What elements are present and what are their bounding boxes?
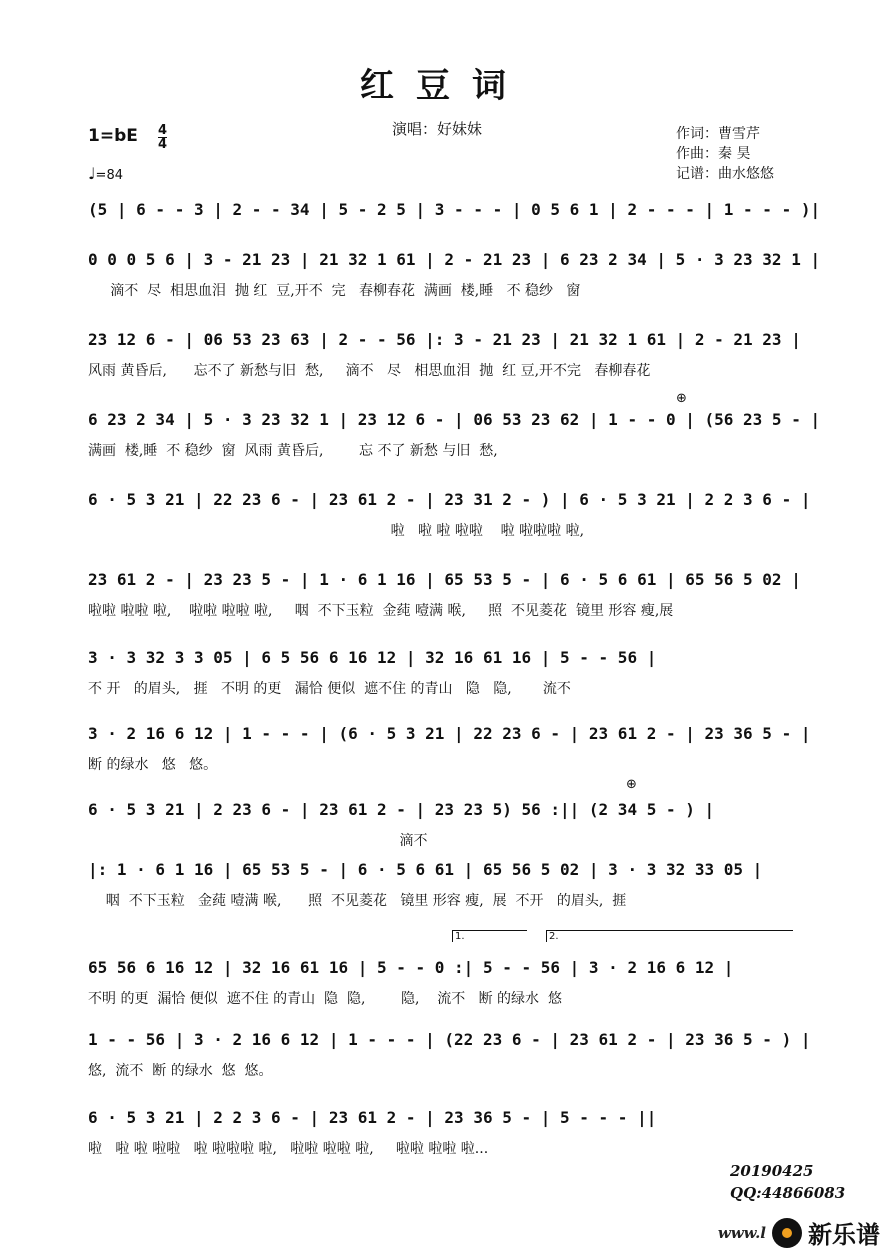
key-signature: 1=bE [88,126,138,146]
coda-icon: ⊕ [676,391,687,406]
lyric-row: 不 开 的眉头, 捱 不明 的更 漏恰 便似 遮不住 的青山 隐 隐, 流不 [88,681,571,697]
second-ending-bracket: 2. [546,930,793,942]
notation-row: 3 · 2 16 6 12 | 1 - - - | (6 · 5 3 21 | 22 23 6 - | 23 61 2 - | 23 36 5 - | [88,724,811,743]
lyric-row: 风雨 黄昏后, 忘不了 新愁与旧 愁, 滴不 尽 相思血泪 抛 红 豆,开不完 春柳春花 [88,363,651,379]
quarter-note-icon: ♩ [88,164,96,183]
credits-block [676,124,774,184]
lyric-row: 咽 不下玉粒 金莼 噎满 喉, 照 不见菱花 镜里 形容 瘦, 展 不开 的眉头, 捱 [88,893,627,909]
notation-row: 0 0 0 5 6 | 3 - 21 23 | 21 32 1 61 | 2 - 21 23 | 6 23 2 34 | 5 · 3 23 32 1 | [88,250,821,269]
notation-row: 6 23 2 34 | 5 · 3 23 32 1 | 23 12 6 - | 06 53 23 62 | 1 - - 0 | (56 23 5 - | [88,410,821,429]
date-stamp: 20190425 [730,1162,814,1180]
qq-contact: QQ:44866083 [730,1184,846,1202]
lyric-row: 滴不 尽 相思血泪 抛 红 豆,开不 完 春柳春花 满画 楼,睡 不 稳纱 窗 [88,283,581,299]
transcriber-credit: 记谱：曲水悠悠 [676,166,774,182]
notation-row: 1 - - 56 | 3 · 2 16 6 12 | 1 - - - | (22 23 6 - | 23 61 2 - | 23 36 5 - ) | [88,1030,811,1049]
site-logo [718,1215,880,1250]
composer-credit: 作曲：秦 昊 [676,146,751,162]
notation-row: 6 · 5 3 21 | 2 23 6 - | 23 61 2 - | 23 23 5) 56 :|| (2 34 5 - ) | [88,800,715,819]
song-title: 红豆词 [360,66,528,106]
notation-row: 23 61 2 - | 23 23 5 - | 1 · 6 1 16 | 65 53 5 - | 6 · 5 6 61 | 65 56 5 02 | [88,570,801,589]
notation-row: 3 · 3 32 3 3 05 | 6 5 56 6 16 12 | 32 16 61 16 | 5 - - 56 | [88,648,657,667]
singer-credit: 演唱：好妹妹 [392,120,483,138]
lyric-row: 啦 啦 啦 啦啦 啦 啦啦啦 啦, 啦啦 啦啦 啦, 啦啦 啦啦 啦... [88,1141,489,1157]
time-signature [158,124,167,151]
lyric-row: 啦啦 啦啦 啦, 啦啦 啦啦 啦, 咽 不下玉粒 金莼 噎满 喉, 照 不见菱花 镜里 形容 瘦,展 [88,603,674,619]
record-icon [772,1218,802,1248]
notation-row: 6 · 5 3 21 | 22 23 6 - | 23 61 2 - | 23 31 2 - ) | 6 · 5 3 21 | 2 2 3 6 - | [88,490,811,509]
coda-icon: ⊕ [626,777,637,792]
lyricist-credit: 作词：曹雪芹 [676,126,760,142]
lyric-row: 断 的绿水 悠 悠。 [88,757,218,773]
lyric-row: 满画 楼,睡 不 稳纱 窗 风雨 黄昏后, 忘 不了 新愁 与旧 愁, [88,443,498,459]
notation-row: 6 · 5 3 21 | 2 2 3 6 - | 23 61 2 - | 23 36 5 - | 5 - - - || [88,1108,657,1127]
lyric-row: 不明 的更 漏恰 便似 遮不住 的青山 隐 隐, 隐, 流不 断 的绿水 悠 [88,991,562,1007]
notation-row: 65 56 6 16 12 | 32 16 61 16 | 5 - - 0 :| 5 - - 56 | 3 · 2 16 6 12 | [88,958,734,977]
time-signature-top: 4 [158,123,168,138]
notation-row: (5 | 6 - - 3 | 2 - - 34 | 5 - 2 5 | 3 - - - | 0 5 6 1 | 2 - - - | 1 - - - )| [88,200,821,219]
notation-row: 23 12 6 - | 06 53 23 63 | 2 - - 56 |: 3 - 21 23 | 21 32 1 61 | 2 - 21 23 | [88,330,801,349]
lyric-row: 啦 啦 啦 啦啦 啦 啦啦啦 啦, [88,523,585,539]
tempo-marking [88,164,123,183]
first-ending-bracket: 1. [452,930,527,942]
notation-row: |: 1 · 6 1 16 | 65 53 5 - | 6 · 5 6 61 | 65 56 5 02 | 3 · 3 32 33 05 | [88,860,763,879]
lyric-row: 滴不 [88,833,428,849]
tempo-value: =84 [95,168,123,183]
lyric-row: 悠, 流不 断 的绿水 悠 悠。 [88,1063,273,1079]
time-signature-bottom: 4 [158,137,168,152]
logo-url: www.l [717,1223,766,1242]
logo-name: 新乐谱 [808,1221,880,1249]
